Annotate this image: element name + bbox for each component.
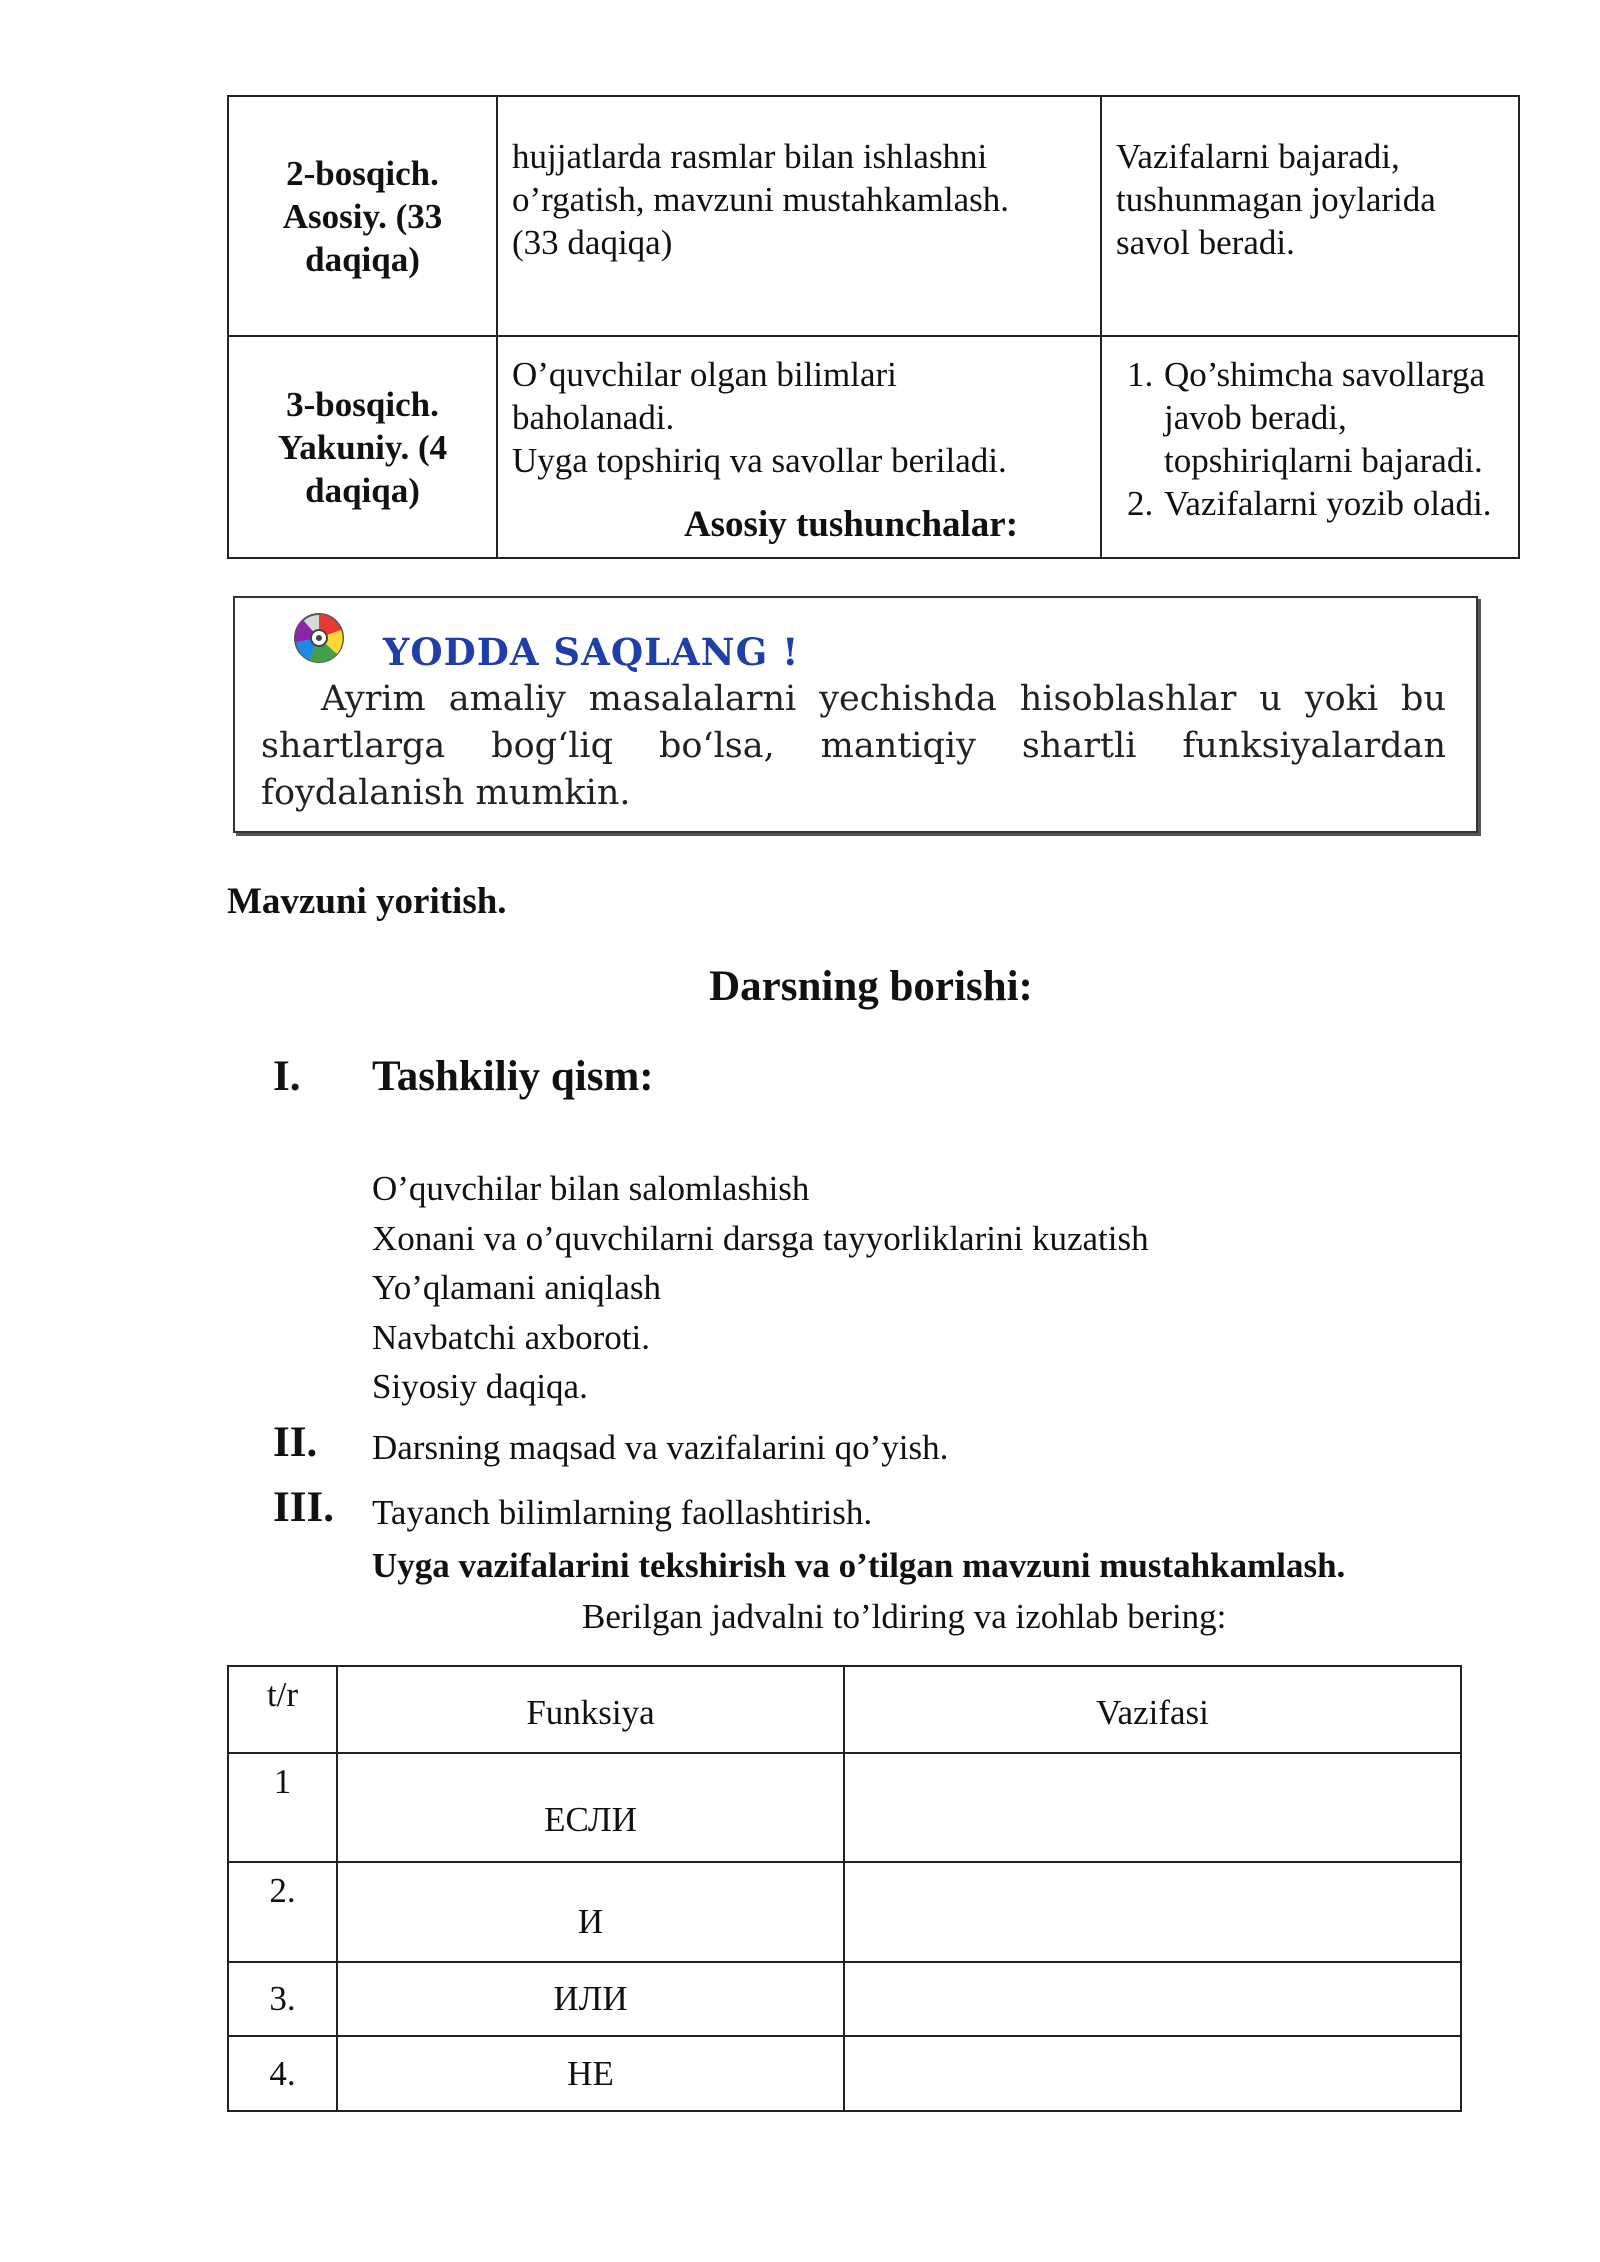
homework-check-text: Uyga vazifalarini tekshirish va o’tilgan mavzuni mustahkamlash. (372, 1546, 1346, 1585)
stage-text: 3-bosqich. (286, 384, 439, 424)
row-num: 3. (228, 1962, 337, 2036)
function-name: НЕ (337, 2036, 844, 2111)
remember-text (261, 676, 1446, 817)
topic-heading: Mavzuni yoritish. (227, 881, 507, 922)
remember-title: YODDA SAQLANG ! (383, 630, 800, 674)
remember-box (233, 596, 1478, 833)
row-num: 4. (228, 2036, 337, 2111)
function-purpose-cell[interactable] (844, 1862, 1461, 1962)
list-item: Yo’qlamani aniqlash (372, 1268, 662, 1307)
organizational-items (372, 1164, 1149, 1412)
row-num: 2. (228, 1862, 337, 1962)
teacher-activity-text: o’rgatish, mavzuni mustahkamlash. (512, 180, 1010, 219)
table-row (228, 2036, 1461, 2111)
lesson-stages-table (227, 95, 1520, 559)
section-numeral: I. (273, 1053, 301, 1100)
student-activity-list (1116, 353, 1506, 525)
teacher-activity-text: hujjatlarda rasmlar bilan ishlashni (512, 137, 988, 176)
cd-disc-icon (293, 612, 345, 664)
stage-text: 2-bosqich. (286, 153, 439, 193)
section-text: Darsning maqsad va vazifalarini qo’yish. (372, 1428, 949, 1467)
remember-text-content: Ayrim amaliy masalalarni yechishda hisoblashlar u yoki bu shartlarga bog‘liq bo‘lsa, mantiqiy shartli funksiyalardan foydalanish mumkin. (261, 679, 1446, 813)
section-numeral: III. (273, 1484, 334, 1531)
function-purpose-cell[interactable] (844, 2036, 1461, 2111)
function-name: ИЛИ (337, 1962, 844, 2036)
stage-text: daqiqa) (305, 470, 420, 510)
row-num: 1 (228, 1753, 337, 1862)
teacher-activity-text: baholanadi. (512, 398, 675, 437)
student-activity-text: savol beradi. (1116, 223, 1295, 262)
student-activity-cell (1101, 96, 1519, 336)
list-item: 1. Qo’shimcha savollarga javob beradi, topshiriqlarni bajaradi. (1162, 353, 1506, 482)
list-item: Navbatchi axboroti. (372, 1317, 650, 1357)
section-numeral: II. (273, 1419, 318, 1466)
section-title: Tashkiliy qism: (372, 1053, 654, 1100)
list-item: Xonani va o’quvchilarni darsga tayyorliklarini kuzatish (372, 1218, 1149, 1258)
teacher-activity-text: Uyga topshiriq va savollar beriladi. (512, 441, 1007, 480)
table-instruction: Berilgan jadvalni to’ldiring va izohlab bering: (582, 1597, 1227, 1636)
header-num: t/r (228, 1666, 337, 1753)
stage-text: Yakuniy. (4 (277, 427, 448, 467)
table-row (228, 1962, 1461, 2036)
lesson-heading: Darsning borishi: (709, 963, 1033, 1010)
stage-text: daqiqa) (305, 239, 420, 279)
function-purpose-cell[interactable] (844, 1962, 1461, 2036)
header-purpose: Vazifasi (844, 1666, 1461, 1753)
teacher-activity-cell (497, 96, 1101, 336)
student-activity-text: Vazifalarni bajaradi, (1116, 137, 1400, 176)
teacher-activity-text: O’quvchilar olgan bilimlari (512, 355, 897, 394)
table-header-row (228, 1666, 1461, 1753)
function-purpose-cell[interactable] (844, 1753, 1461, 1862)
header-function: Funksiya (337, 1666, 844, 1753)
table-row (228, 96, 1519, 336)
stage-cell (228, 96, 497, 336)
key-concepts-title: Asosiy tushunchalar: (683, 504, 1019, 545)
table-row (228, 1862, 1461, 1962)
list-item: 2. Vazifalarni yozib oladi. (1162, 482, 1506, 525)
function-name: ЕСЛИ (337, 1753, 844, 1862)
teacher-activity-text: (33 daqiqa) (512, 223, 673, 262)
function-name: И (337, 1862, 844, 1962)
functions-table (227, 1665, 1462, 2112)
section-text: Tayanch bilimlarning faollashtirish. (372, 1493, 873, 1532)
stage-text: Asosiy. (33 (282, 196, 443, 236)
list-item: O’quvchilar bilan salomlashish (372, 1169, 810, 1208)
student-activity-text: tushunmagan joylarida (1116, 180, 1436, 219)
table-row (228, 1753, 1461, 1862)
list-item: Siyosiy daqiqa. (372, 1367, 588, 1406)
